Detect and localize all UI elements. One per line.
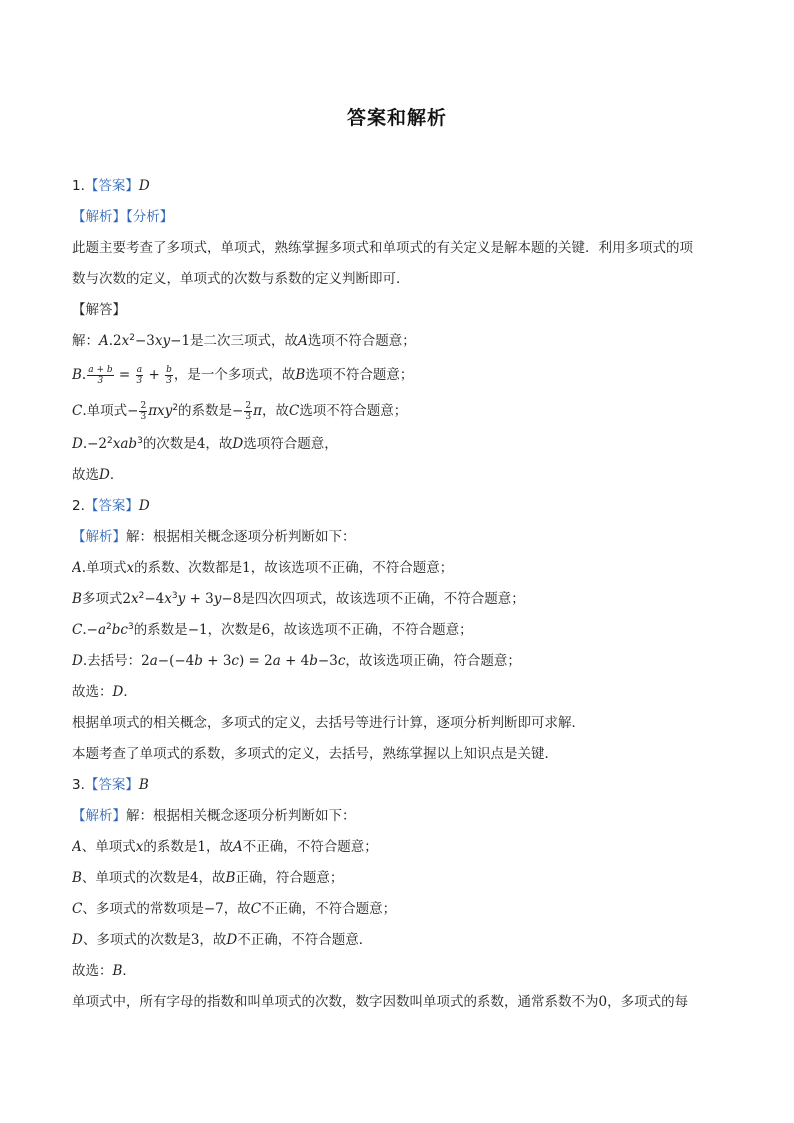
q2-d-text1: 去括号： [87, 653, 142, 669]
q3-option-c: C、多项式的常数项是−7，故C不正确，不符合题意； [72, 901, 397, 917]
q2-c-text2: ，次数是 [207, 622, 262, 638]
q1-answer-label: 【答案】 [84, 178, 139, 194]
q3-option-a: A、单项式x的系数是1，故A不正确，不符合题意； [72, 839, 378, 855]
q2-option-d: D.去括号：2a−(−4b + 3c) = 2a + 4b−3c，故该选项正确，符合题意； [72, 653, 521, 669]
q1-b-text: ，是一个多项式，故 [173, 367, 296, 383]
q2-analysis [72, 522, 722, 553]
q2-d-tail: ，故该选项正确，符合题意； [345, 653, 521, 669]
q3-answer-label: 【答案】 [84, 777, 139, 793]
q1-d-tail: 选项符合题意， [243, 436, 338, 452]
q2-conclusion: 故选：D． [72, 684, 137, 700]
q2-b-tail: 是四次四项式，故该选项不正确，不符合题意； [241, 591, 525, 607]
q1-c-tail: 选项不符合题意； [299, 403, 408, 419]
q2-c-text1: 的系数是 [133, 622, 188, 638]
q3-d-text1: 、多项式的次数是 [82, 932, 191, 948]
q2-intro: 解：根据相关概念逐项分析判断如下： [126, 529, 356, 545]
q2-option-a: A.单项式x的系数、次数都是1，故该选项不正确，不符合题意； [72, 560, 454, 576]
q3-answer-line [72, 770, 722, 801]
q1-c-text3: ，故 [261, 403, 289, 419]
q2-paragraph-2: 本题考查了单项式的系数，多项式的定义，去括号，熟练掌握以上知识点是关键． [72, 746, 558, 762]
q1-option-a: 解：$A.2x^2-3xy-1$是二次三项式，故A选项不符合题意； [72, 333, 416, 349]
q2-b-text1: 多项式 [81, 591, 123, 607]
q3-b-text1: 、单项式的次数是 [81, 870, 190, 886]
q2-a-tail: ，故该选项不正确，不符合题意； [250, 560, 454, 576]
q2-answer: D [138, 498, 150, 514]
q1-answer-line [72, 171, 722, 202]
q3-para1-num: 0 [598, 994, 608, 1010]
q2-c-num1: −1 [187, 622, 208, 638]
q1-c-text2: 的系数是 [178, 403, 233, 419]
q3-analysis-label: 【解析】 [72, 808, 126, 824]
q2-conclusion-text: 故选： [72, 684, 113, 700]
q1-option-d: $D.-2^2xab^3$的次数是4，故D选项符合题意， [72, 436, 338, 452]
q2-c-tail: ，故该选项不正确，不符合题意； [270, 622, 473, 638]
q2-option-b: B多项式$2x^2-4x^3y + 3y-8$是四次四项式，故该选项不正确，不符合题意； [72, 591, 525, 607]
q1-conclusion: 故选D． [72, 467, 124, 483]
q3-d-tail: 不正确，不符合题意． [237, 932, 373, 948]
q3-number: 3. [72, 777, 85, 793]
q3-c-num: −7 [203, 901, 224, 917]
q2-answer-line [72, 491, 722, 522]
q3-a-num: 1 [197, 839, 206, 855]
q2-a-text2: 的系数、次数都是 [134, 560, 243, 576]
q1-a-text: 是二次三项式，故 [190, 333, 299, 349]
q2-c-num2: 6 [261, 622, 271, 638]
q1-number: 1. [72, 178, 85, 194]
q1-b-tail: 选项不符合题意； [305, 367, 414, 383]
q1-answer: D [138, 178, 150, 194]
q3-a-text1: 、单项式 [81, 839, 136, 855]
q2-option-c: $C.-a^2bc^3$的系数是−1，次数是6，故该选项不正确，不符合题意； [72, 622, 473, 638]
q2-paragraph-1: 根据单项式的相关概念，多项式的定义，去括号等进行计算，逐项分析判断即可求解． [72, 715, 585, 731]
q3-d-text2: ，故 [199, 932, 227, 948]
q2-a-num: 1 [242, 560, 251, 576]
q1-d-text2: ，故 [205, 436, 233, 452]
q3-para1b: ，多项式的每 [607, 994, 689, 1010]
q1-d-text1: 的次数是 [142, 436, 197, 452]
q3-b-num: 4 [189, 870, 199, 886]
q2-analysis-label: 【解析】 [72, 529, 126, 545]
q1-paragraph-2: 数与次数的定义，单项式的次数与系数的定义判断即可． [72, 271, 410, 287]
q3-c-text1: 、多项式的常数项是 [82, 901, 204, 917]
q1-solve-label: 【解答】 [72, 302, 126, 318]
q1-conclusion-end: ． [109, 467, 124, 483]
q2-answer-label: 【答案】 [84, 498, 139, 514]
q3-paragraph-1 [72, 987, 722, 1018]
q1-conclusion-text: 故选 [72, 467, 99, 483]
q3-analysis [72, 801, 722, 832]
q3-b-text2: ，故 [198, 870, 226, 886]
q1-a-tail: 选项不符合题意； [307, 333, 416, 349]
q3-a-tail: 不正确，不符合题意； [242, 839, 378, 855]
q2-conclusion-end: ． [123, 684, 137, 700]
answer-content [72, 171, 722, 1018]
page-title: 答案和解析 [346, 107, 447, 129]
q1-a-prefix: 解： [72, 333, 99, 349]
q3-b-tail: 正确，符合题意； [235, 870, 344, 886]
q2-a-text1: 单项式 [86, 560, 127, 576]
q1-d-num: 4 [196, 436, 206, 452]
q3-conclusion: 故选：B． [72, 963, 136, 979]
q3-conclusion-end: ． [122, 963, 136, 979]
q3-d-num: 3 [190, 932, 200, 948]
q1-c-text1: 单项式 [86, 403, 128, 419]
q1-analysis-label [72, 202, 722, 233]
q3-conclusion-text: 故选： [72, 963, 113, 979]
q1-option-b: B. $\frac{a + b}{3}$ = $\frac{a}{3}$ + $\frac{b}{3}$ ，是一个多项式，故B选项不符合题意； [72, 364, 414, 386]
q1-paragraph-1: 此题主要考查了多项式，单项式，熟练掌握多项式和单项式的有关定义是解本题的关键．利用多项式的项 [72, 240, 693, 256]
q1-analysis-label-text: 【解析】【分析】 [72, 209, 174, 225]
q3-option-d: D、多项式的次数是3，故D不正确，不符合题意． [72, 932, 373, 948]
q2-number: 2. [72, 498, 85, 514]
q3-c-tail: 不正确，不符合题意； [261, 901, 397, 917]
q3-option-b: B、单项式的次数是4，故B正确，符合题意； [72, 870, 344, 886]
q3-a-text3: ，故 [205, 839, 233, 855]
q3-para1a: 单项式中，所有字母的指数和叫单项式的次数，数字因数叫单项式的系数，通常系数不为 [72, 994, 599, 1010]
q3-a-text2: 的系数是 [143, 839, 198, 855]
q3-c-text2: ，故 [223, 901, 251, 917]
q3-answer: B [138, 777, 149, 793]
q3-intro: 解：根据相关概念逐项分析判断如下： [126, 808, 356, 824]
q1-option-c: C.单项式− $\frac{2}{3}$ πxy$^2$的系数是− $\frac{2}{3}$ π，故C选项不符合题意； [72, 400, 408, 422]
